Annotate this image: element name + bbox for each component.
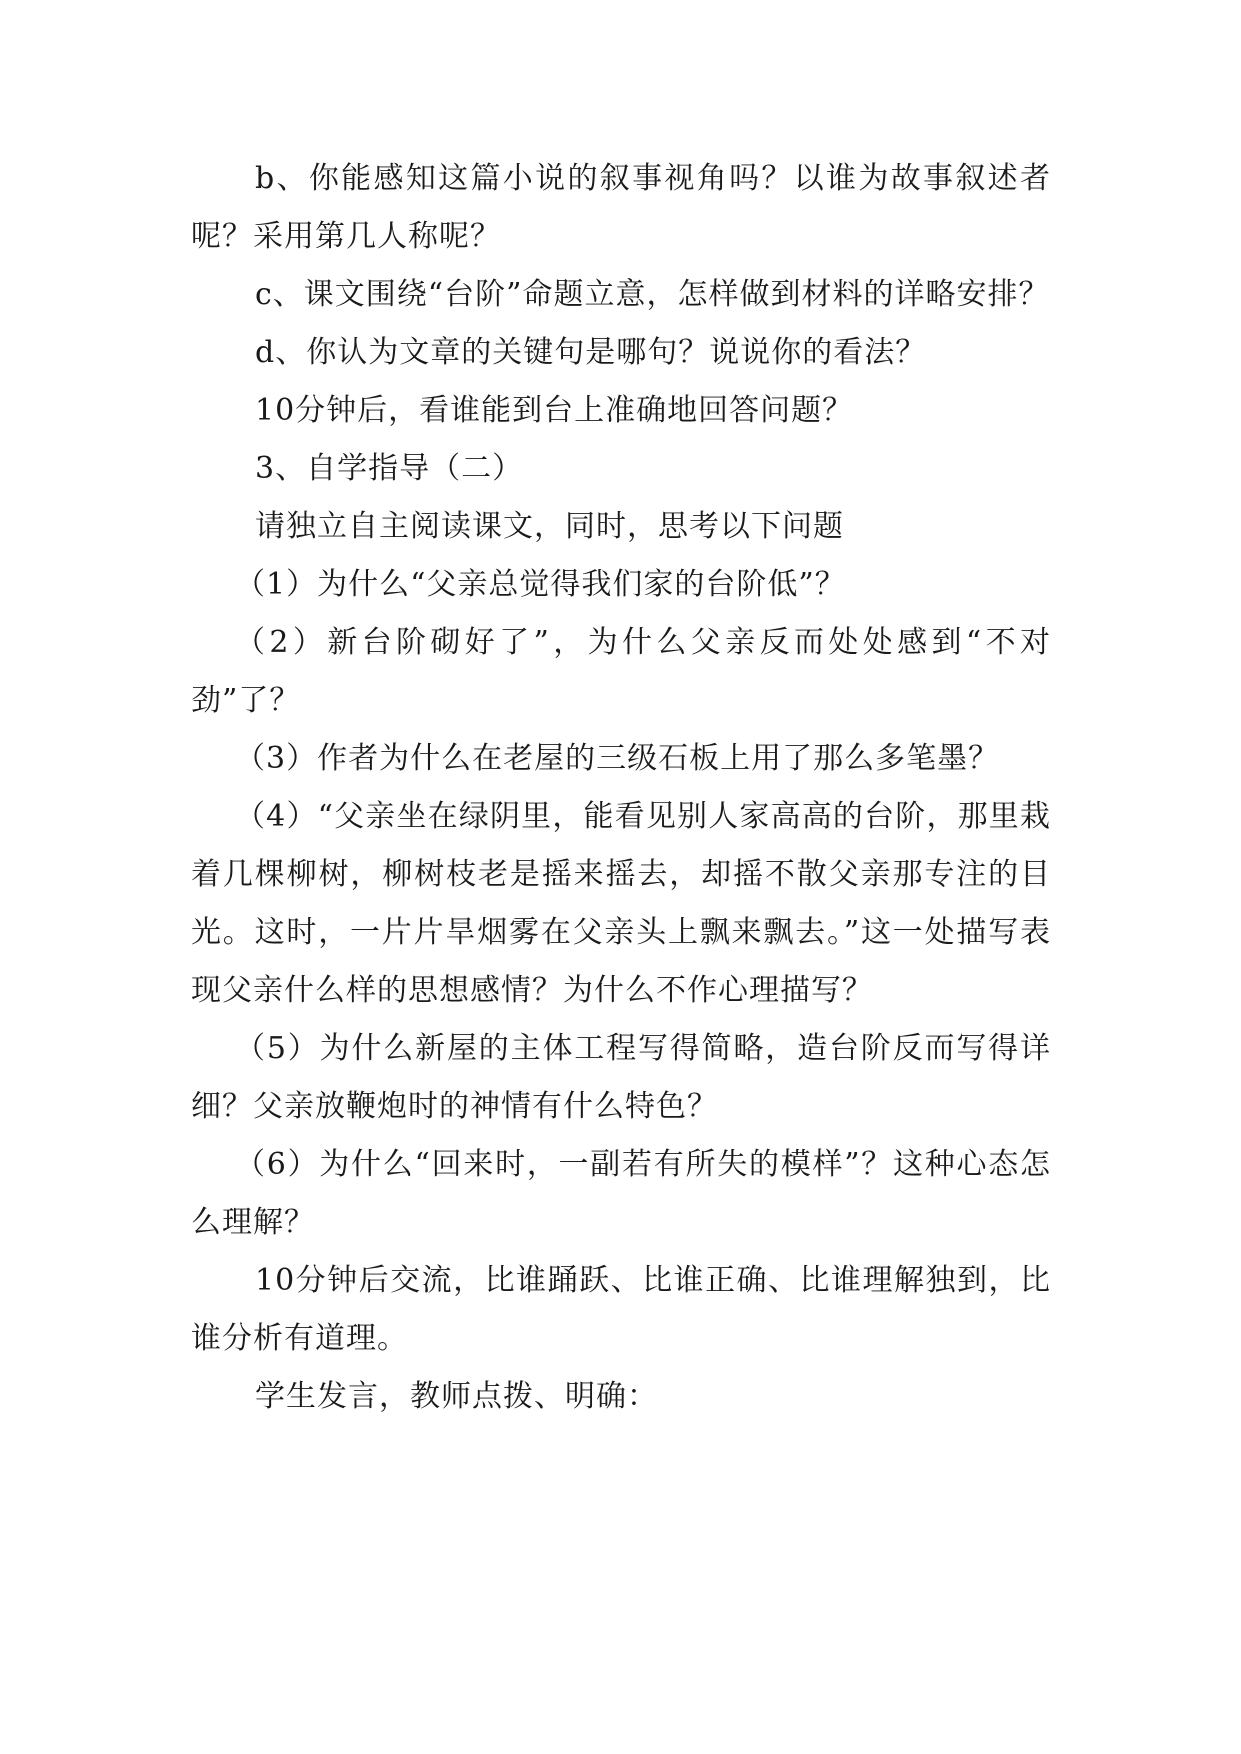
student-teacher-summary: 学生发言，教师点拨、明确：: [255, 1379, 658, 1414]
question-2: （2）新台阶砌好了”，为什么父亲反而处处感到“不对劲”了？: [191, 625, 1051, 718]
question-b: b、你能感知这篇小说的叙事视角吗？以谁为故事叙述者呢？采用第几人称呢？: [191, 161, 1051, 254]
section-heading-self-study-2: 3、自学指导（二）: [255, 451, 524, 486]
question-5: （5）为什么新屋的主体工程写得简略，造台阶反而写得详细？父亲放鞭炮时的神情有什么特色？: [191, 1031, 1051, 1124]
instruction-read-text: 请独立自主阅读课文，同时，思考以下问题: [255, 509, 844, 544]
instruction-discussion: 10分钟后交流，比谁踊跃、比谁正确、比谁理解独到，比谁分析有道理。: [191, 1263, 1051, 1356]
question-d: d、你认为文章的关键句是哪句？说说你的看法？: [255, 335, 927, 370]
instruction-10-minutes: 10分钟后，看谁能到台上准确地回答问题？: [255, 393, 854, 428]
question-1: （1）为什么“父亲总觉得我们家的台阶低”？: [235, 567, 846, 602]
document-page: [191, 150, 1051, 1426]
question-c: c、课文围绕“台阶”命题立意，怎样做到材料的详略安排？: [255, 277, 1050, 312]
question-4: （4）“父亲坐在绿阴里，能看见别人家高高的台阶，那里栽着几棵柳树，柳树枝老是摇来摇去，却摇不散父亲那专注的目光。这时，一片片旱烟雾在父亲头上飘来飘去。”这一处描写表现父亲什么样的思想感情？为什么不作心理描写？: [191, 799, 1051, 1008]
question-3: （3）作者为什么在老屋的三级石板上用了那么多笔墨？: [235, 741, 1000, 776]
question-6: （6）为什么“回来时，一副若有所失的模样”？这种心态怎么理解？: [191, 1147, 1051, 1240]
